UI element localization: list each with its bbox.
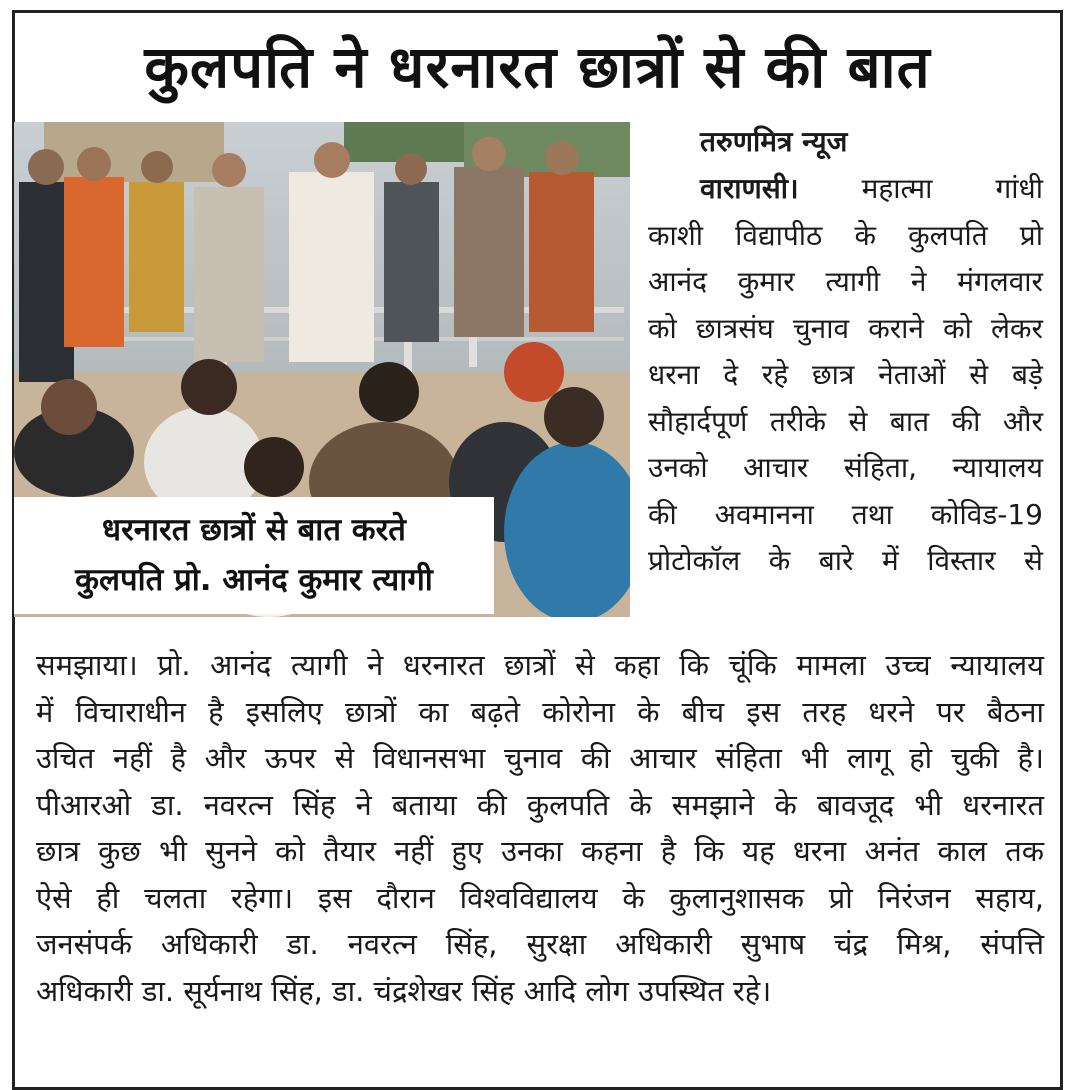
article-line: काशी विद्यापीठ के कुलपति प्रो: [648, 218, 1043, 252]
caption-line: कुलपति प्रो. आनंद कुमार त्यागी: [75, 562, 433, 598]
article-line: छात्र कुछ भी सुनने को तैयार नहीं हुए उनका कहना है कि यह धरना अनंत काल तक: [36, 834, 1044, 868]
photo-caption: [14, 497, 494, 614]
article-line: अधिकारी डा. सूर्यनाथ सिंह, डा. चंद्रशेखर सिंह आदि लोग उपस्थित रहे।: [36, 973, 772, 1008]
caption-line: धरनारत छात्रों से बात करते: [102, 512, 406, 548]
article-right-column: [648, 118, 1043, 585]
article-line: आनंद कुमार त्यागी ने मंगलवार: [648, 265, 1043, 298]
article-line: को छात्रसंघ चुनाव कराने को लेकर: [648, 311, 1043, 345]
article-text: महात्मा गांधी: [861, 172, 1043, 205]
article-line: सौहार्दपूर्ण तरीके से बात की और: [648, 404, 1043, 438]
article-line: उचित नहीं है और ऊपर से विधानसभा चुनाव की आचार संहिता भी लागू हो चुकी है।: [36, 741, 1044, 775]
article-line: प्रोटोकॉल के बारे में विस्तार से: [648, 544, 1043, 577]
article-line: उनको आचार संहिता, न्यायालय: [648, 451, 1043, 484]
article-line: समझाया। प्रो. आनंद त्यागी ने धरनारत छात्रों से कहा कि चूंकि मामला उच्च न्यायालय: [36, 648, 1044, 682]
headline: कुलपति ने धरनारत छात्रों से की बात: [144, 33, 931, 101]
article-line: [700, 166, 1043, 213]
article-line: पीआरओ डा. नवरत्न सिंह ने बताया की कुलपति के समझाने के बावजूद भी धरनारत: [36, 787, 1044, 822]
dateline: वाराणसी।: [700, 172, 799, 205]
article-line: ऐसे ही चलता रहेगा। इस दौरान विश्वविद्यालय के कुलानुशासक प्रो निरंजन सहाय,: [36, 880, 1044, 915]
article-line: की अवमानना तथा कोविड-19: [648, 497, 1043, 531]
article-line: में विचाराधीन है इसलिए छात्रों का बढ़ते कोरोना के बीच इस तरह धरने पर बैठना: [36, 694, 1044, 729]
byline: तरुणमित्र न्यूज: [700, 125, 848, 158]
article-line: धरना दे रहे छात्र नेताओं से बड़े: [648, 358, 1043, 391]
article-body: [36, 642, 1044, 1014]
article-line: जनसंपर्क अधिकारी डा. नवरत्न सिंह, सुरक्षा अधिकारी सुभाष चंद्र मिश्र, संपत्ति: [36, 927, 1044, 961]
